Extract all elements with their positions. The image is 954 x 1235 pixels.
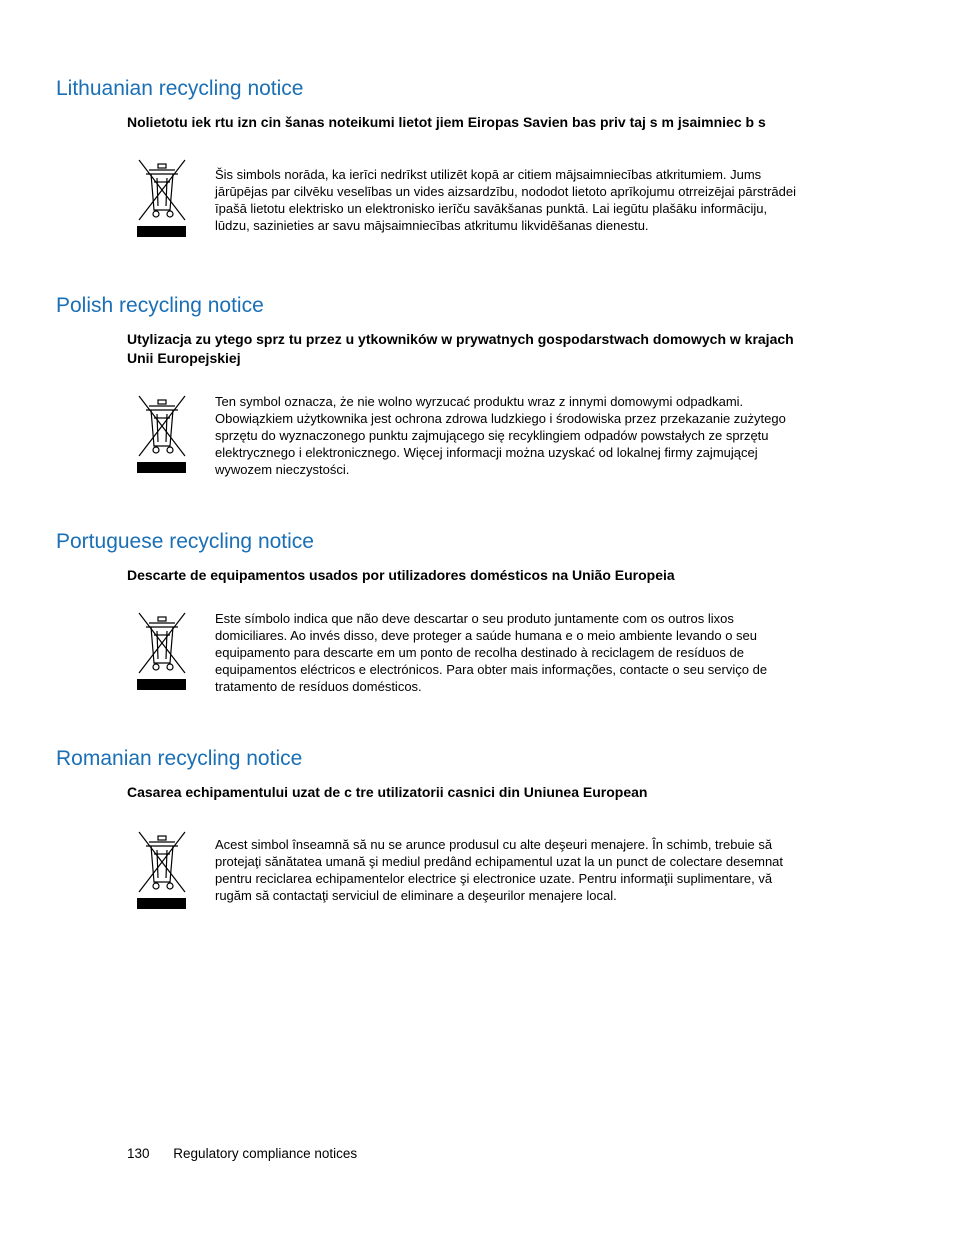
page-number: 130 — [127, 1146, 150, 1161]
section-subtitle: Descarte de equipamentos usados por utilizadores domésticos na União Europeia — [127, 567, 675, 583]
section-subtitle: Casarea echipamentului uzat de c tre utilizatorii casnici din Uniunea European — [127, 784, 648, 800]
weee-crossed-bin-icon — [137, 611, 187, 690]
section-title: Romanian recycling notice — [56, 747, 303, 770]
weee-crossed-bin-icon — [137, 394, 187, 473]
section-title: Polish recycling notice — [56, 294, 264, 317]
section-title: Lithuanian recycling notice — [56, 77, 304, 100]
weee-crossed-bin-icon — [137, 830, 187, 909]
section-body: Acest simbol înseamnă să nu se arunce produsul cu alte deşeuri menajere. În schimb, trebuie să protejaţi sănătatea umană şi mediul predând echipamentul uzat la un punct de colectare desemnat pentru reciclarea echipamentelor electrice şi electronice uzate. Pentru informaţii suplimentare, vă rugăm să contactaţi serviciul de eliminare a deşeurilor menajere local. — [215, 837, 784, 903]
weee-crossed-bin-icon — [137, 158, 187, 237]
section-body: Este símbolo indica que não deve descartar o seu produto juntamente com os outros lixos domiciliares. Ao invés disso, deve proteger a saúde humana e o meio ambiente levando o seu equipamento para descarte em um ponto de recolha destinado à reciclagem de resíduos de equipamentos eléctricos e electrónicos. Para obter mais informações, contacte o seu serviço de tratamento de resíduos domésticos. — [215, 611, 768, 694]
section-subtitle: Utylizacja zu ytego sprz tu przez u ytkowników w prywatnych gospodarstwach domowych w krajach Unii Europejskiej — [127, 331, 794, 366]
footer-label: Regulatory compliance notices — [173, 1146, 358, 1161]
section-subtitle: Nolietotu iek rtu izn cin šanas noteikumi lietot jiem Eiropas Savien bas priv taj s m jsaimniec b s — [127, 114, 766, 130]
section-body: Ten symbol oznacza, że nie wolno wyrzucać produktu wraz z innymi domowymi odpadkami. Obowiązkiem użytkownika jest ochrona zdrowa ludzkiego i środowiska przez przekazanie zużytego sprzętu do wyznaczonego punktu zajmującego się recyklingiem odpadów powstałych ze sprzętu elektrycznego i elektronicznego. Więcej informacji można uzyskać od lokalnej firmy zajmującej wywozem nieczystości. — [215, 394, 786, 477]
section-body: Šis simbols norāda, ka ierīci nedrīkst utilizēt kopā ar citiem mājsaimniecības atkritumiem. Jums jārūpējas par cilvēku veselības un vides aizsardzību, nododot lietoto aprīkojumu otrreizējai pārstrādei īpašā lietotu elektrisko un elektronisko ierīču savākšanas punktā. Lai iegūtu plašāku informāciju, lūdzu, sazinieties ar savu mājsaimniecības atkritumu likvidēšanas dienestu. — [215, 167, 796, 233]
section-title: Portuguese recycling notice — [56, 530, 314, 553]
page-footer — [127, 1146, 357, 1161]
